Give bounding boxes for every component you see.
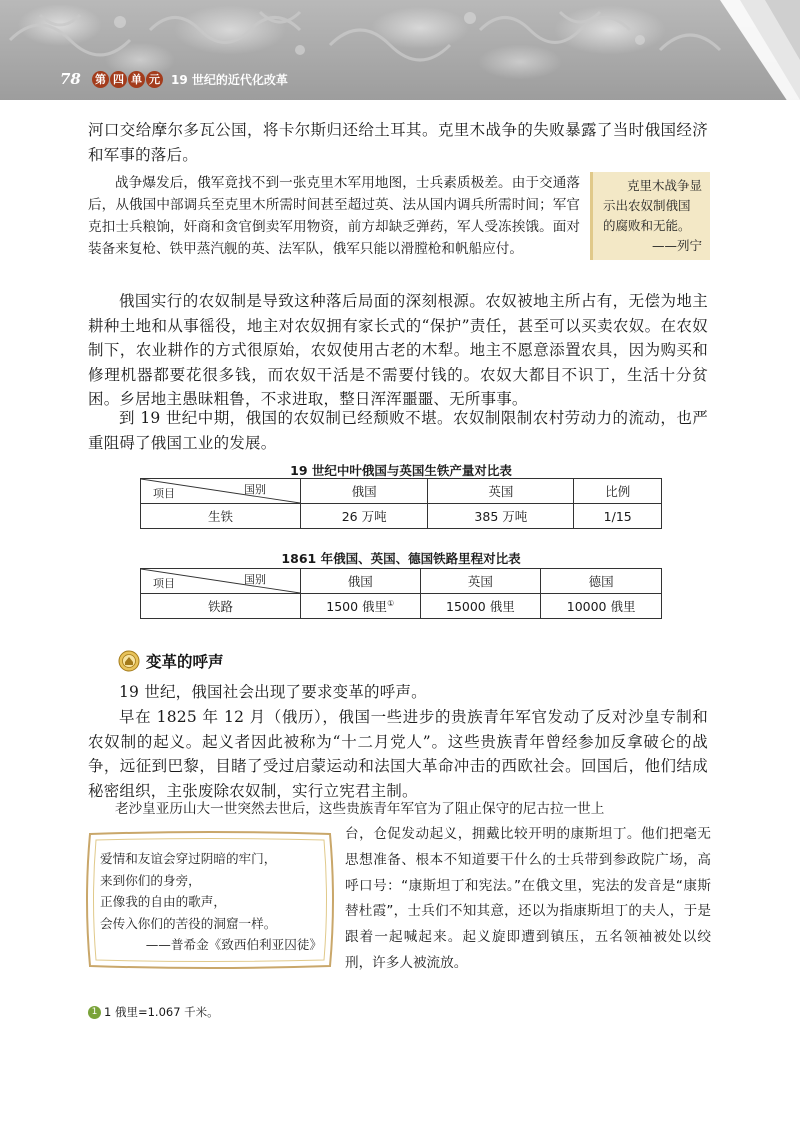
poem-quote — [88, 838, 330, 964]
table-header-cell: 德国 — [541, 569, 662, 594]
table-header-row — [141, 479, 662, 504]
poem-source: ——普希金《致西伯利亚囚徒》 — [145, 937, 322, 952]
table-cell: 10000 俄里 — [541, 594, 662, 619]
unit-title: 19 世纪的近代化改革 — [171, 72, 288, 87]
row-label: 生铁 — [141, 504, 301, 529]
table-header-cell: 俄国 — [301, 569, 421, 594]
paragraph: 到 19 世纪中期，俄国的农奴制已经颓败不堪。农奴制限制农村劳动力的流动，也严重阻碍了俄国工业的发展。 — [88, 409, 708, 452]
poem-line: 来到你们的身旁， — [100, 872, 201, 888]
table-cell: 385 万吨 — [428, 504, 574, 529]
row-label: 铁路 — [141, 594, 301, 619]
poem-line: 爱情和友谊会穿过阴暗的牢门， — [100, 851, 277, 866]
poem-line: 会传入你们的苦役的洞窟一样。 — [100, 915, 277, 931]
corner-bottom-label: 项目 — [153, 577, 175, 590]
poem-line: 正像我的自由的歌声， — [100, 894, 226, 909]
table-cell: 26 万吨 — [301, 504, 428, 529]
page-number: 78 — [60, 70, 81, 88]
unit-char: 元 — [146, 71, 163, 88]
story-paragraph: 老沙皇亚历山大一世突然去世后，这些贵族青年军官为了阻止保守的尼古拉一世上 — [115, 801, 605, 817]
paragraph: 俄国实行的农奴制是导致这种落后局面的深刻根源。农奴被地主所占有，无偿为地主耕种土地和从事徭役，地主对农奴拥有家长式的“保护”责任，甚至可以买卖农奴。在农奴制下，农业耕作的方式很原始，农奴使用古老的木犁。地主不愿意添置农具，因为购买和修理机器都要花很多钱，而农奴干活是不需要付钱的。农奴大都目不识丁，生活十分贫困。乡居地主愚昧粗鲁，不求进取，整日浑浑噩噩、无所事事。 — [88, 292, 708, 408]
table-caption: 19 世纪中叶俄国与英国生铁产量对比表 — [290, 463, 512, 478]
table-corner-cell — [141, 569, 301, 594]
table-cell: 15000 俄里 — [420, 594, 541, 619]
footnote-mark-icon: 1 — [88, 1006, 101, 1019]
table-caption: 1861 年俄国、英国、德国铁路里程对比表 — [281, 551, 521, 566]
table-cell: 1/15 — [574, 504, 662, 529]
corner-top-label: 国别 — [244, 573, 266, 586]
table-corner-cell — [141, 479, 301, 504]
table-header-cell: 英国 — [420, 569, 541, 594]
sidenote-quote — [590, 172, 710, 260]
paragraph: 河口交给摩尔多瓦公国，将卡尔斯归还给土耳其。克里木战争的失败暴露了当时俄国经济和军事的落后。 — [88, 121, 708, 164]
sidenote-source: ——列宁 — [651, 238, 702, 253]
table-row — [141, 504, 662, 529]
paragraph: 19 世纪，俄国社会出现了要求变革的呼声。 — [119, 683, 427, 701]
paragraph: 早在 1825 年 12 月（俄历），俄国一些进步的贵族青年军官发动了反对沙皇专制和农奴制的起义。起义者因此被称为“十二月党人”。这些贵族青年曾经参加反拿破仑的战争，远征到巴黎，目睹了受过启蒙运动和法国大革命冲击的西欧社会。回国后，他们结成秘密组织，主张废除农奴制，实行立宪君主制。 — [88, 708, 708, 800]
unit-char: 单 — [128, 71, 145, 88]
iron-output-table — [140, 478, 662, 529]
railway-table — [140, 568, 662, 619]
sidenote-text: 克里木战争显示出农奴制俄国的腐败和无能。 — [603, 178, 703, 233]
table-header-cell: 英国 — [428, 479, 574, 504]
section-title: 变革的呼声 — [146, 653, 224, 671]
section-emblem-icon — [118, 650, 140, 672]
footnote-ref: ① — [387, 598, 395, 608]
table-header-cell: 比例 — [574, 479, 662, 504]
table-header-row — [141, 569, 662, 594]
unit-char: 第 — [92, 71, 109, 88]
story-paragraph: 台，仓促发动起义，拥戴比较开明的康斯坦丁。他们把毫无思想准备、根本不知道要干什么的士兵带到参政院广场，高呼口号：“康斯坦丁和宪法。”在俄文里，宪法的发音是“康斯替杜霞”，士兵们不知其意，还以为指康斯坦丁的夫人，于是跟着一起喊起来。起义旋即遭到镇压，五名领袖被处以绞刑，许多人被流放。 — [345, 826, 711, 971]
footnote-text: 1 俄里=1.067 千米。 — [104, 1005, 219, 1019]
unit-label — [92, 71, 163, 88]
cell-value: 1500 俄里 — [326, 599, 388, 614]
story-paragraph: 战争爆发后，俄军竟找不到一张克里木军用地图，士兵素质极差。由于交通落后，从俄国中部调兵至克里木所需时间甚至超过英、法从国内调兵所需时间；军官克扣士兵粮饷，奸商和贪官倒卖军用物资，前方却缺乏弹药，军人受冻挨饿。面对装备来复枪、铁甲蒸汽舰的英、法军队，俄军只能以滑膛枪和帆船应付。 — [88, 175, 580, 257]
unit-char: 四 — [110, 71, 127, 88]
corner-decoration — [720, 0, 800, 120]
table-header-cell: 俄国 — [301, 479, 428, 504]
page-header — [0, 0, 800, 100]
corner-bottom-label: 项目 — [153, 487, 175, 500]
footnote — [88, 1004, 219, 1020]
table-cell — [301, 594, 421, 619]
corner-top-label: 国别 — [244, 483, 266, 496]
table-row — [141, 594, 662, 619]
header-bar — [60, 68, 800, 90]
section-heading — [118, 650, 224, 672]
